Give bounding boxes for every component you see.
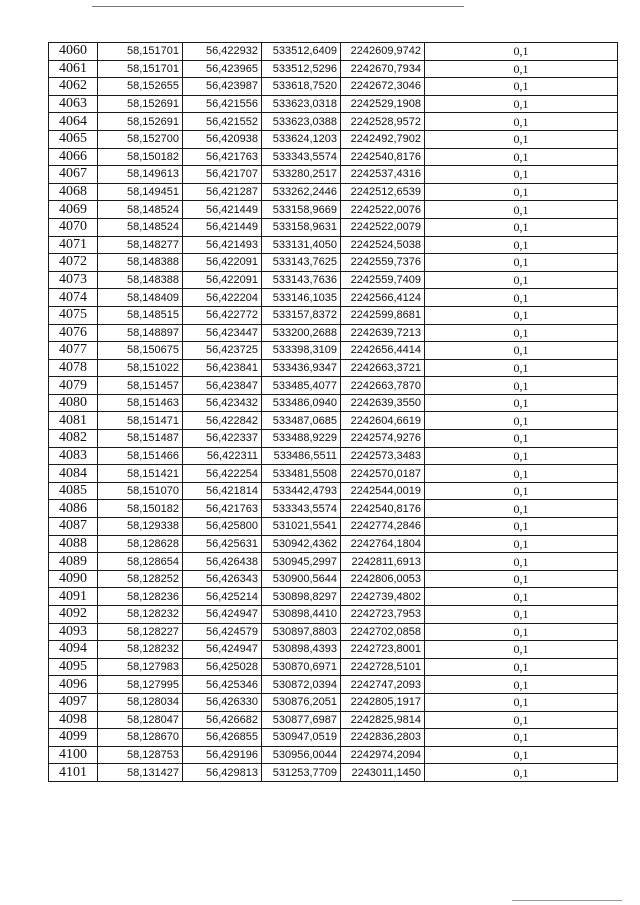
longitude-cell: 56,422337 xyxy=(183,430,262,448)
point-number-cell: 4076 xyxy=(49,324,98,342)
latitude-cell: 58,149613 xyxy=(98,166,183,184)
point-number-cell: 4065 xyxy=(49,130,98,148)
latitude-cell: 58,151701 xyxy=(98,60,183,78)
latitude-cell: 58,128232 xyxy=(98,606,183,624)
table-row xyxy=(49,676,618,694)
x-coordinate-cell: 531253,7709 xyxy=(262,764,341,782)
table-row xyxy=(49,78,618,96)
longitude-cell: 56,422091 xyxy=(183,271,262,289)
longitude-cell: 56,424579 xyxy=(183,623,262,641)
accuracy-cell: 0,1 xyxy=(425,711,618,729)
y-coordinate-cell: 2242537,4316 xyxy=(341,166,425,184)
longitude-cell: 56,421707 xyxy=(183,166,262,184)
accuracy-cell: 0,1 xyxy=(425,482,618,500)
table-row xyxy=(49,183,618,201)
longitude-cell: 56,422204 xyxy=(183,289,262,307)
longitude-cell: 56,426343 xyxy=(183,570,262,588)
latitude-cell: 58,127995 xyxy=(98,676,183,694)
x-coordinate-cell: 530947,0519 xyxy=(262,729,341,747)
accuracy-cell: 0,1 xyxy=(425,746,618,764)
table-row xyxy=(49,764,618,782)
latitude-cell: 58,128753 xyxy=(98,746,183,764)
y-coordinate-cell: 2242540,8176 xyxy=(341,500,425,518)
latitude-cell: 58,152655 xyxy=(98,78,183,96)
accuracy-cell: 0,1 xyxy=(425,394,618,412)
table-row xyxy=(49,130,618,148)
accuracy-cell: 0,1 xyxy=(425,43,618,61)
x-coordinate-cell: 533442,4793 xyxy=(262,482,341,500)
y-coordinate-cell: 2242670,7934 xyxy=(341,60,425,78)
accuracy-cell: 0,1 xyxy=(425,166,618,184)
point-number-cell: 4097 xyxy=(49,693,98,711)
longitude-cell: 56,429196 xyxy=(183,746,262,764)
table-row xyxy=(49,693,618,711)
longitude-cell: 56,421814 xyxy=(183,482,262,500)
latitude-cell: 58,128670 xyxy=(98,729,183,747)
x-coordinate-cell: 531021,5541 xyxy=(262,518,341,536)
longitude-cell: 56,422091 xyxy=(183,254,262,272)
x-coordinate-cell: 533481,5508 xyxy=(262,465,341,483)
latitude-cell: 58,150675 xyxy=(98,342,183,360)
x-coordinate-cell: 530876,2051 xyxy=(262,693,341,711)
x-coordinate-cell: 533343,5574 xyxy=(262,148,341,166)
longitude-cell: 56,423841 xyxy=(183,359,262,377)
y-coordinate-cell: 2242492,7902 xyxy=(341,130,425,148)
y-coordinate-cell: 2242723,8001 xyxy=(341,641,425,659)
y-coordinate-cell: 2242512,6539 xyxy=(341,183,425,201)
y-coordinate-cell: 2242723,7953 xyxy=(341,606,425,624)
table-row xyxy=(49,254,618,272)
table-row xyxy=(49,271,618,289)
point-number-cell: 4063 xyxy=(49,95,98,113)
accuracy-cell: 0,1 xyxy=(425,236,618,254)
x-coordinate-cell: 530877,6987 xyxy=(262,711,341,729)
x-coordinate-cell: 533158,9669 xyxy=(262,201,341,219)
point-number-cell: 4074 xyxy=(49,289,98,307)
longitude-cell: 56,423987 xyxy=(183,78,262,96)
accuracy-cell: 0,1 xyxy=(425,570,618,588)
accuracy-cell: 0,1 xyxy=(425,130,618,148)
latitude-cell: 58,151701 xyxy=(98,43,183,61)
latitude-cell: 58,128236 xyxy=(98,588,183,606)
latitude-cell: 58,128034 xyxy=(98,693,183,711)
latitude-cell: 58,128654 xyxy=(98,553,183,571)
accuracy-cell: 0,1 xyxy=(425,430,618,448)
table-row xyxy=(49,588,618,606)
table-row xyxy=(49,711,618,729)
point-number-cell: 4062 xyxy=(49,78,98,96)
latitude-cell: 58,148524 xyxy=(98,201,183,219)
longitude-cell: 56,423965 xyxy=(183,60,262,78)
x-coordinate-cell: 533200,2688 xyxy=(262,324,341,342)
table-row xyxy=(49,43,618,61)
accuracy-cell: 0,1 xyxy=(425,113,618,131)
x-coordinate-cell: 533262,2446 xyxy=(262,183,341,201)
x-coordinate-cell: 533623,0318 xyxy=(262,95,341,113)
table-row xyxy=(49,201,618,219)
table-row xyxy=(49,289,618,307)
accuracy-cell: 0,1 xyxy=(425,553,618,571)
x-coordinate-cell: 533143,7636 xyxy=(262,271,341,289)
accuracy-cell: 0,1 xyxy=(425,447,618,465)
latitude-cell: 58,148388 xyxy=(98,254,183,272)
coordinates-table-body xyxy=(49,43,618,782)
point-number-cell: 4066 xyxy=(49,148,98,166)
point-number-cell: 4099 xyxy=(49,729,98,747)
x-coordinate-cell: 533158,9631 xyxy=(262,218,341,236)
accuracy-cell: 0,1 xyxy=(425,764,618,782)
table-row xyxy=(49,377,618,395)
table-row xyxy=(49,553,618,571)
point-number-cell: 4078 xyxy=(49,359,98,377)
latitude-cell: 58,151022 xyxy=(98,359,183,377)
table-row xyxy=(49,623,618,641)
latitude-cell: 58,151487 xyxy=(98,430,183,448)
y-coordinate-cell: 2242529,1908 xyxy=(341,95,425,113)
x-coordinate-cell: 530945,2997 xyxy=(262,553,341,571)
point-number-cell: 4082 xyxy=(49,430,98,448)
latitude-cell: 58,148409 xyxy=(98,289,183,307)
point-number-cell: 4084 xyxy=(49,465,98,483)
accuracy-cell: 0,1 xyxy=(425,359,618,377)
longitude-cell: 56,421763 xyxy=(183,500,262,518)
table-row xyxy=(49,447,618,465)
longitude-cell: 56,421556 xyxy=(183,95,262,113)
table-row xyxy=(49,359,618,377)
accuracy-cell: 0,1 xyxy=(425,60,618,78)
y-coordinate-cell: 2242806,0053 xyxy=(341,570,425,588)
y-coordinate-cell: 2243011,1450 xyxy=(341,764,425,782)
point-number-cell: 4092 xyxy=(49,606,98,624)
latitude-cell: 58,148524 xyxy=(98,218,183,236)
longitude-cell: 56,426330 xyxy=(183,693,262,711)
point-number-cell: 4086 xyxy=(49,500,98,518)
y-coordinate-cell: 2242672,3046 xyxy=(341,78,425,96)
x-coordinate-cell: 533280,2517 xyxy=(262,166,341,184)
accuracy-cell: 0,1 xyxy=(425,183,618,201)
accuracy-cell: 0,1 xyxy=(425,465,618,483)
y-coordinate-cell: 2242524,5038 xyxy=(341,236,425,254)
longitude-cell: 56,421287 xyxy=(183,183,262,201)
latitude-cell: 58,148515 xyxy=(98,306,183,324)
longitude-cell: 56,421449 xyxy=(183,218,262,236)
accuracy-cell: 0,1 xyxy=(425,693,618,711)
x-coordinate-cell: 533131,4050 xyxy=(262,236,341,254)
latitude-cell: 58,127983 xyxy=(98,658,183,676)
point-number-cell: 4061 xyxy=(49,60,98,78)
accuracy-cell: 0,1 xyxy=(425,535,618,553)
y-coordinate-cell: 2242573,3483 xyxy=(341,447,425,465)
table-row xyxy=(49,113,618,131)
x-coordinate-cell: 530956,0044 xyxy=(262,746,341,764)
y-coordinate-cell: 2242522,0076 xyxy=(341,201,425,219)
x-coordinate-cell: 530898,4410 xyxy=(262,606,341,624)
y-coordinate-cell: 2242528,9572 xyxy=(341,113,425,131)
point-number-cell: 4090 xyxy=(49,570,98,588)
longitude-cell: 56,425028 xyxy=(183,658,262,676)
longitude-cell: 56,422842 xyxy=(183,412,262,430)
table-row xyxy=(49,641,618,659)
longitude-cell: 56,425346 xyxy=(183,676,262,694)
point-number-cell: 4069 xyxy=(49,201,98,219)
accuracy-cell: 0,1 xyxy=(425,658,618,676)
table-row xyxy=(49,465,618,483)
x-coordinate-cell: 533512,5296 xyxy=(262,60,341,78)
point-number-cell: 4075 xyxy=(49,306,98,324)
x-coordinate-cell: 533487,0685 xyxy=(262,412,341,430)
longitude-cell: 56,426682 xyxy=(183,711,262,729)
y-coordinate-cell: 2242639,7213 xyxy=(341,324,425,342)
scan-top-rule xyxy=(92,6,464,7)
longitude-cell: 56,425214 xyxy=(183,588,262,606)
latitude-cell: 58,128252 xyxy=(98,570,183,588)
latitude-cell: 58,148277 xyxy=(98,236,183,254)
point-number-cell: 4077 xyxy=(49,342,98,360)
longitude-cell: 56,425800 xyxy=(183,518,262,536)
longitude-cell: 56,421449 xyxy=(183,201,262,219)
table-row xyxy=(49,430,618,448)
point-number-cell: 4089 xyxy=(49,553,98,571)
table-row xyxy=(49,500,618,518)
y-coordinate-cell: 2242663,3721 xyxy=(341,359,425,377)
table-row xyxy=(49,535,618,553)
y-coordinate-cell: 2242825,9814 xyxy=(341,711,425,729)
x-coordinate-cell: 533485,4077 xyxy=(262,377,341,395)
x-coordinate-cell: 533143,7625 xyxy=(262,254,341,272)
longitude-cell: 56,421552 xyxy=(183,113,262,131)
table-row xyxy=(49,606,618,624)
y-coordinate-cell: 2242739,4802 xyxy=(341,588,425,606)
table-row xyxy=(49,482,618,500)
latitude-cell: 58,148388 xyxy=(98,271,183,289)
accuracy-cell: 0,1 xyxy=(425,342,618,360)
x-coordinate-cell: 530942,4362 xyxy=(262,535,341,553)
y-coordinate-cell: 2242544,0019 xyxy=(341,482,425,500)
accuracy-cell: 0,1 xyxy=(425,254,618,272)
y-coordinate-cell: 2242574,9276 xyxy=(341,430,425,448)
y-coordinate-cell: 2242764,1804 xyxy=(341,535,425,553)
point-number-cell: 4072 xyxy=(49,254,98,272)
y-coordinate-cell: 2242609,9742 xyxy=(341,43,425,61)
accuracy-cell: 0,1 xyxy=(425,324,618,342)
latitude-cell: 58,128232 xyxy=(98,641,183,659)
y-coordinate-cell: 2242811,6913 xyxy=(341,553,425,571)
x-coordinate-cell: 533512,6409 xyxy=(262,43,341,61)
table-row xyxy=(49,218,618,236)
point-number-cell: 4079 xyxy=(49,377,98,395)
x-coordinate-cell: 533623,0388 xyxy=(262,113,341,131)
x-coordinate-cell: 533486,0940 xyxy=(262,394,341,412)
y-coordinate-cell: 2242604,6619 xyxy=(341,412,425,430)
point-number-cell: 4098 xyxy=(49,711,98,729)
y-coordinate-cell: 2242702,0858 xyxy=(341,623,425,641)
accuracy-cell: 0,1 xyxy=(425,218,618,236)
x-coordinate-cell: 530870,6971 xyxy=(262,658,341,676)
point-number-cell: 4071 xyxy=(49,236,98,254)
point-number-cell: 4094 xyxy=(49,641,98,659)
table-row xyxy=(49,60,618,78)
accuracy-cell: 0,1 xyxy=(425,729,618,747)
y-coordinate-cell: 2242522,0079 xyxy=(341,218,425,236)
latitude-cell: 58,131427 xyxy=(98,764,183,782)
point-number-cell: 4100 xyxy=(49,746,98,764)
point-number-cell: 4083 xyxy=(49,447,98,465)
longitude-cell: 56,421493 xyxy=(183,236,262,254)
accuracy-cell: 0,1 xyxy=(425,377,618,395)
longitude-cell: 56,424947 xyxy=(183,641,262,659)
accuracy-cell: 0,1 xyxy=(425,518,618,536)
latitude-cell: 58,151463 xyxy=(98,394,183,412)
point-number-cell: 4088 xyxy=(49,535,98,553)
point-number-cell: 4081 xyxy=(49,412,98,430)
table-row xyxy=(49,342,618,360)
table-row xyxy=(49,166,618,184)
scan-bottom-rule xyxy=(512,900,622,901)
y-coordinate-cell: 2242570,0187 xyxy=(341,465,425,483)
x-coordinate-cell: 533343,5574 xyxy=(262,500,341,518)
point-number-cell: 4067 xyxy=(49,166,98,184)
table-row xyxy=(49,306,618,324)
point-number-cell: 4080 xyxy=(49,394,98,412)
y-coordinate-cell: 2242663,7870 xyxy=(341,377,425,395)
latitude-cell: 58,128628 xyxy=(98,535,183,553)
y-coordinate-cell: 2242540,8176 xyxy=(341,148,425,166)
y-coordinate-cell: 2242836,2803 xyxy=(341,729,425,747)
longitude-cell: 56,420938 xyxy=(183,130,262,148)
table-row xyxy=(49,518,618,536)
longitude-cell: 56,423432 xyxy=(183,394,262,412)
y-coordinate-cell: 2242805,1917 xyxy=(341,693,425,711)
table-row xyxy=(49,148,618,166)
latitude-cell: 58,150182 xyxy=(98,148,183,166)
point-number-cell: 4085 xyxy=(49,482,98,500)
latitude-cell: 58,152691 xyxy=(98,95,183,113)
accuracy-cell: 0,1 xyxy=(425,606,618,624)
latitude-cell: 58,151471 xyxy=(98,412,183,430)
longitude-cell: 56,423847 xyxy=(183,377,262,395)
point-number-cell: 4087 xyxy=(49,518,98,536)
longitude-cell: 56,425631 xyxy=(183,535,262,553)
longitude-cell: 56,424947 xyxy=(183,606,262,624)
point-number-cell: 4073 xyxy=(49,271,98,289)
latitude-cell: 58,129338 xyxy=(98,518,183,536)
longitude-cell: 56,422772 xyxy=(183,306,262,324)
longitude-cell: 56,422311 xyxy=(183,447,262,465)
point-number-cell: 4070 xyxy=(49,218,98,236)
accuracy-cell: 0,1 xyxy=(425,588,618,606)
point-number-cell: 4093 xyxy=(49,623,98,641)
point-number-cell: 4101 xyxy=(49,764,98,782)
latitude-cell: 58,151457 xyxy=(98,377,183,395)
latitude-cell: 58,128047 xyxy=(98,711,183,729)
y-coordinate-cell: 2242559,7409 xyxy=(341,271,425,289)
longitude-cell: 56,422254 xyxy=(183,465,262,483)
longitude-cell: 56,426438 xyxy=(183,553,262,571)
accuracy-cell: 0,1 xyxy=(425,289,618,307)
x-coordinate-cell: 533486,5511 xyxy=(262,447,341,465)
longitude-cell: 56,423725 xyxy=(183,342,262,360)
point-number-cell: 4060 xyxy=(49,43,98,61)
table-row xyxy=(49,729,618,747)
accuracy-cell: 0,1 xyxy=(425,641,618,659)
table-row xyxy=(49,324,618,342)
latitude-cell: 58,148897 xyxy=(98,324,183,342)
point-number-cell: 4064 xyxy=(49,113,98,131)
table-row xyxy=(49,95,618,113)
x-coordinate-cell: 533488,9229 xyxy=(262,430,341,448)
point-number-cell: 4096 xyxy=(49,676,98,694)
x-coordinate-cell: 530897,8803 xyxy=(262,623,341,641)
latitude-cell: 58,152691 xyxy=(98,113,183,131)
accuracy-cell: 0,1 xyxy=(425,271,618,289)
latitude-cell: 58,149451 xyxy=(98,183,183,201)
y-coordinate-cell: 2242599,8681 xyxy=(341,306,425,324)
accuracy-cell: 0,1 xyxy=(425,201,618,219)
accuracy-cell: 0,1 xyxy=(425,412,618,430)
table-row xyxy=(49,412,618,430)
accuracy-cell: 0,1 xyxy=(425,623,618,641)
latitude-cell: 58,128227 xyxy=(98,623,183,641)
longitude-cell: 56,426855 xyxy=(183,729,262,747)
y-coordinate-cell: 2242656,4414 xyxy=(341,342,425,360)
y-coordinate-cell: 2242974,2094 xyxy=(341,746,425,764)
x-coordinate-cell: 533146,1035 xyxy=(262,289,341,307)
latitude-cell: 58,151070 xyxy=(98,482,183,500)
table-row xyxy=(49,658,618,676)
latitude-cell: 58,152700 xyxy=(98,130,183,148)
longitude-cell: 56,429813 xyxy=(183,764,262,782)
x-coordinate-cell: 533618,7520 xyxy=(262,78,341,96)
y-coordinate-cell: 2242566,4124 xyxy=(341,289,425,307)
table-row xyxy=(49,236,618,254)
y-coordinate-cell: 2242639,3550 xyxy=(341,394,425,412)
x-coordinate-cell: 530872,0394 xyxy=(262,676,341,694)
accuracy-cell: 0,1 xyxy=(425,500,618,518)
x-coordinate-cell: 530898,4393 xyxy=(262,641,341,659)
point-number-cell: 4068 xyxy=(49,183,98,201)
table-row xyxy=(49,746,618,764)
x-coordinate-cell: 533436,9347 xyxy=(262,359,341,377)
coordinates-table xyxy=(48,42,618,782)
accuracy-cell: 0,1 xyxy=(425,148,618,166)
point-number-cell: 4095 xyxy=(49,658,98,676)
latitude-cell: 58,150182 xyxy=(98,500,183,518)
accuracy-cell: 0,1 xyxy=(425,306,618,324)
y-coordinate-cell: 2242559,7376 xyxy=(341,254,425,272)
longitude-cell: 56,423447 xyxy=(183,324,262,342)
y-coordinate-cell: 2242774,2846 xyxy=(341,518,425,536)
x-coordinate-cell: 533398,3109 xyxy=(262,342,341,360)
table-row xyxy=(49,570,618,588)
latitude-cell: 58,151421 xyxy=(98,465,183,483)
point-number-cell: 4091 xyxy=(49,588,98,606)
x-coordinate-cell: 533157,8372 xyxy=(262,306,341,324)
table-row xyxy=(49,394,618,412)
x-coordinate-cell: 533624,1203 xyxy=(262,130,341,148)
accuracy-cell: 0,1 xyxy=(425,78,618,96)
coordinates-table-container xyxy=(48,42,618,782)
latitude-cell: 58,151466 xyxy=(98,447,183,465)
accuracy-cell: 0,1 xyxy=(425,676,618,694)
x-coordinate-cell: 530900,5644 xyxy=(262,570,341,588)
y-coordinate-cell: 2242728,5101 xyxy=(341,658,425,676)
y-coordinate-cell: 2242747,2093 xyxy=(341,676,425,694)
longitude-cell: 56,422932 xyxy=(183,43,262,61)
accuracy-cell: 0,1 xyxy=(425,95,618,113)
longitude-cell: 56,421763 xyxy=(183,148,262,166)
x-coordinate-cell: 530898,8297 xyxy=(262,588,341,606)
